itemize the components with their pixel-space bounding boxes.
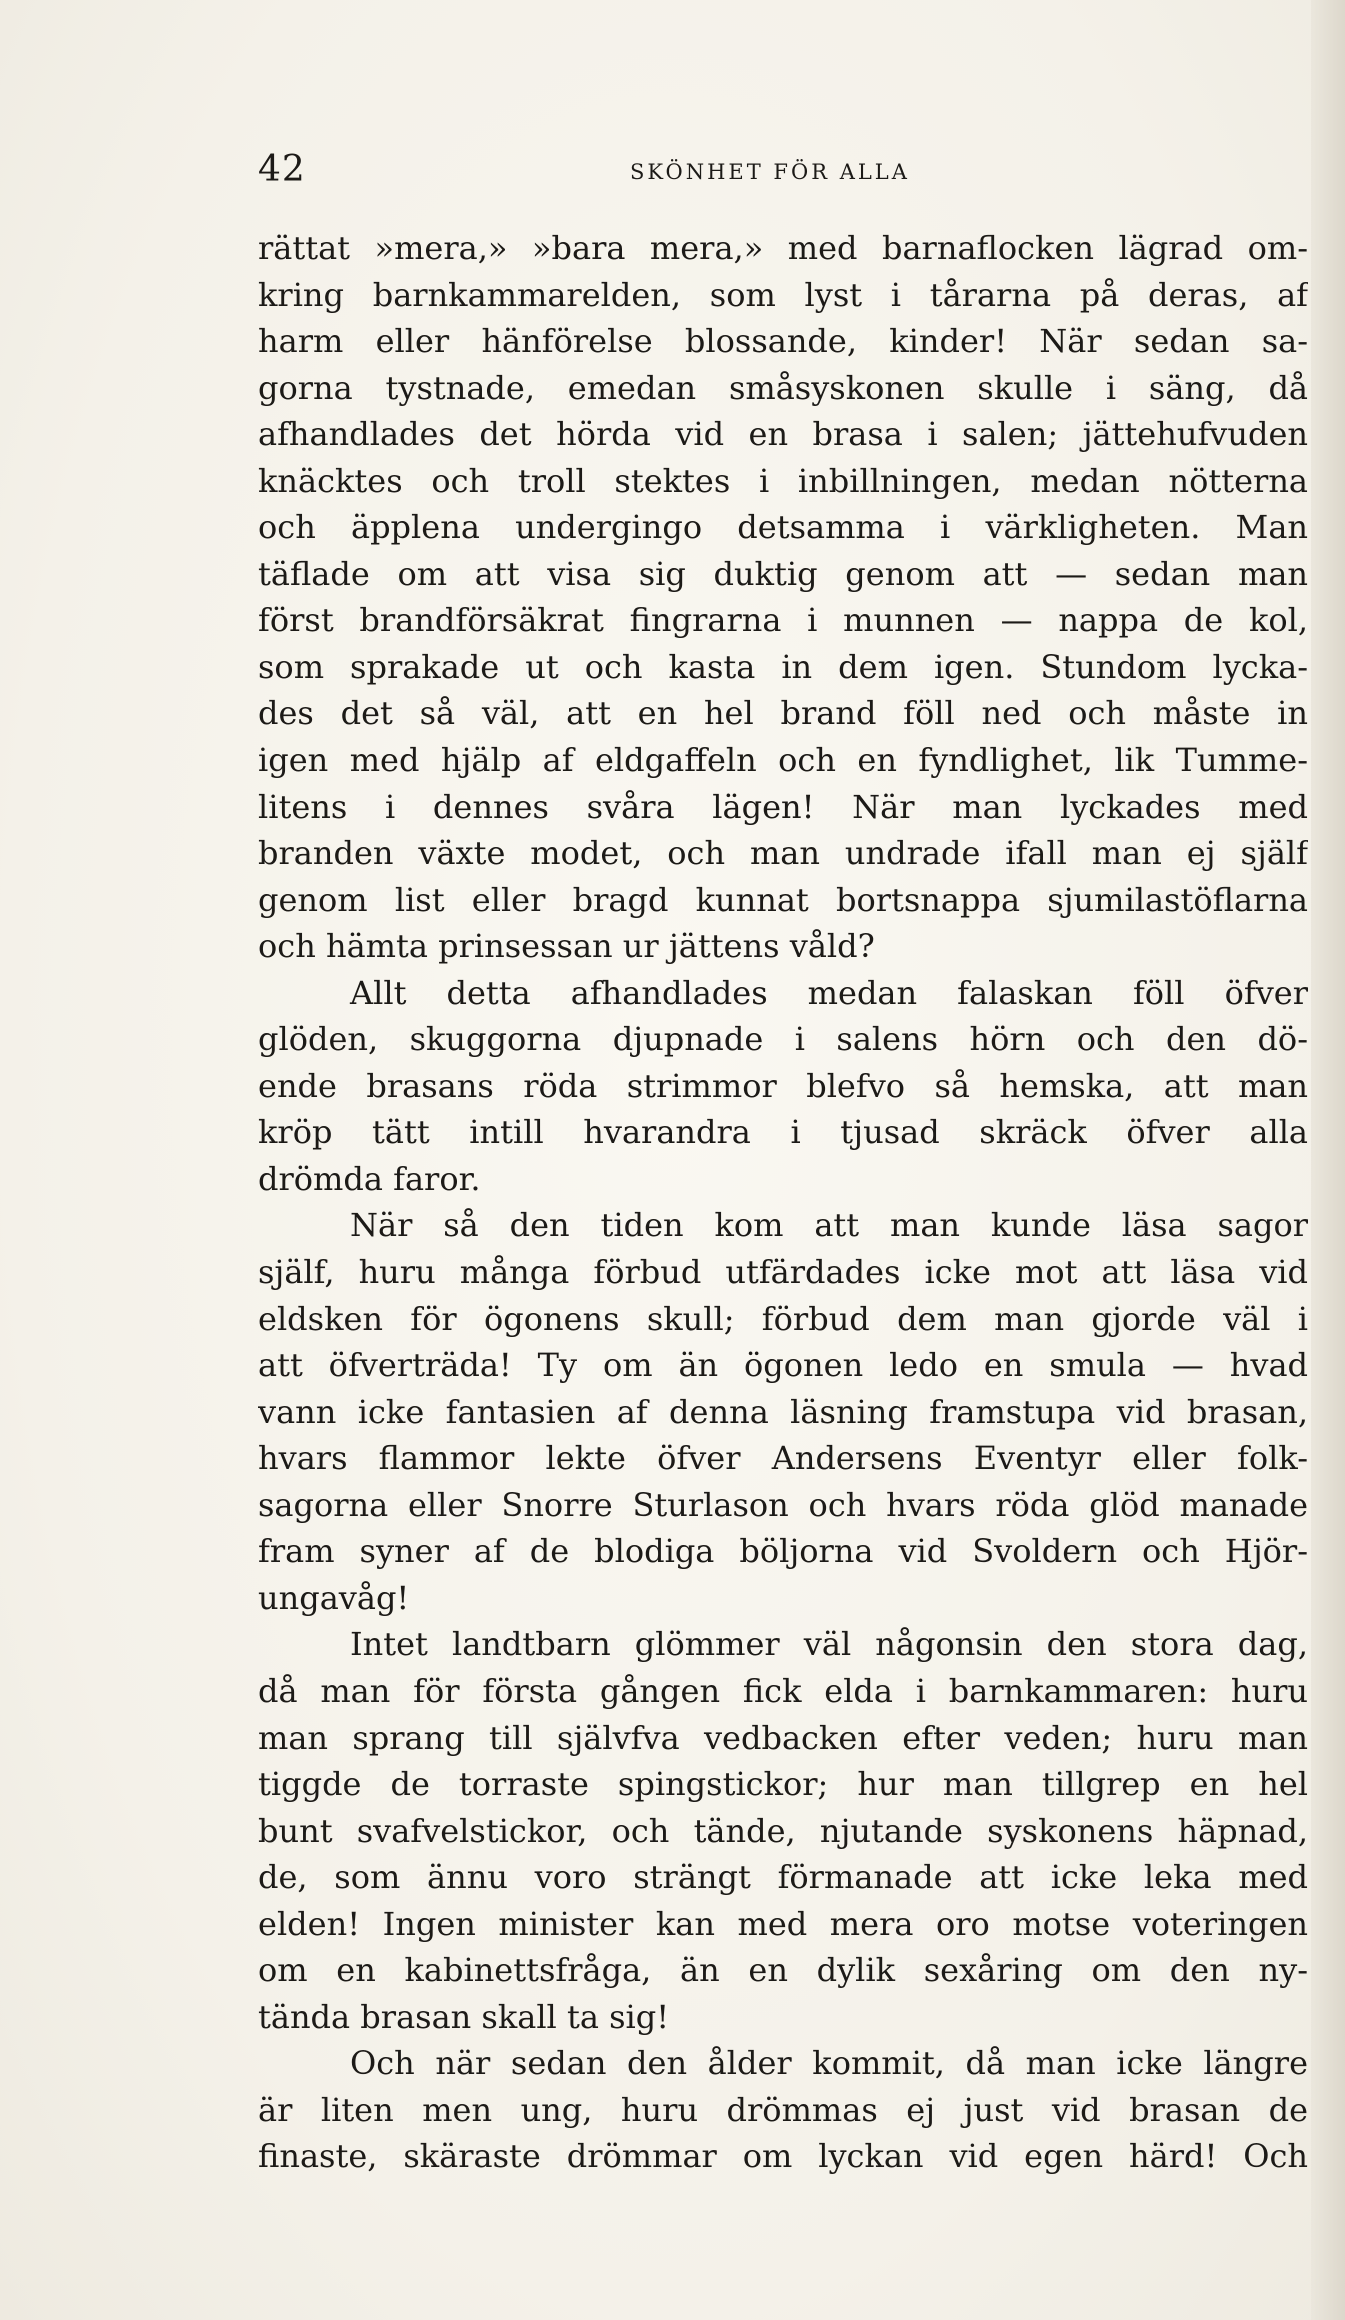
- text-line: och äpplena undergingo detsamma i värkligheten. Man: [258, 508, 1308, 547]
- text-line: ungavåg!: [258, 1578, 410, 1617]
- text-line: hvars flammor lekte öfver Andersens Eventyr eller folk-: [258, 1439, 1308, 1478]
- running-head: SKÖNHET FÖR ALLA: [630, 160, 910, 184]
- text-line: Intet landtbarn glömmer väl någonsin den stora dag,: [350, 1625, 1308, 1664]
- text-line: och hämta prinsessan ur jättens våld?: [258, 927, 875, 966]
- text-line: branden växte modet, och man undrade ifall man ej själf: [258, 834, 1308, 873]
- text-line: täflade om att visa sig duktig genom att — sedan man: [258, 554, 1308, 593]
- text-line: glöden, skuggorna djupnade i salens hörn och den dö-: [258, 1020, 1308, 1059]
- text-line: att öfverträda! Ty om än ögonen ledo en smula — hvad: [258, 1346, 1308, 1385]
- page-edge: [1311, 0, 1345, 2320]
- text-line: om en kabinettsfråga, än en dylik sexåring om den ny-: [258, 1951, 1308, 1990]
- text-line: des det så väl, att en hel brand föll ned och måste in: [258, 694, 1308, 733]
- text-line: de, som ännu voro strängt förmanade att icke leka med: [258, 1858, 1308, 1897]
- text-line: Allt detta afhandlades medan falaskan föll öfver: [350, 973, 1308, 1012]
- text-line: afhandlades det hörda vid en brasa i salen; jättehufvuden: [258, 415, 1308, 454]
- text-line: genom list eller bragd kunnat bortsnappa sjumilastöflarna: [258, 880, 1308, 919]
- text-line: tiggde de torraste spingstickor; hur man tillgrep en hel: [258, 1765, 1308, 1804]
- text-line: fram syner af de blodiga böljorna vid Svoldern och Hjör-: [258, 1532, 1308, 1571]
- text-line: knäcktes och troll stektes i inbillningen, medan nötterna: [258, 461, 1308, 500]
- text-line: då man för första gången fick elda i barnkammaren: huru: [258, 1671, 1308, 1710]
- text-line: som sprakade ut och kasta in dem igen. Stundom lycka-: [258, 647, 1308, 686]
- page-header: [258, 150, 1288, 190]
- text-line: bunt svafvelstickor, och tände, njutande syskonens häpnad,: [258, 1811, 1308, 1850]
- text-line: kröp tätt intill hvarandra i tjusad skräck öfver alla: [258, 1113, 1308, 1152]
- text-line: finaste, skäraste drömmar om lyckan vid egen härd! Och: [258, 2137, 1308, 2176]
- text-line: litens i dennes svåra lägen! När man lyckades med: [258, 787, 1308, 826]
- text-line: igen med hjälp af eldgaffeln och en fyndlighet, lik Tumme-: [258, 741, 1308, 780]
- text-line: är liten men ung, huru drömmas ej just vid brasan de: [258, 2090, 1308, 2129]
- page-number: 42: [258, 149, 306, 190]
- text-line: vann icke fantasien af denna läsning framstupa vid brasan,: [258, 1392, 1308, 1431]
- text-line: kring barnkammarelden, som lyst i tårarna på deras, af: [258, 275, 1308, 314]
- text-line: drömda faror.: [258, 1159, 481, 1198]
- text-line: man sprang till självfva vedbacken efter veden; huru man: [258, 1718, 1308, 1757]
- text-line: harm eller hänförelse blossande, kinder! När sedan sa-: [258, 322, 1308, 361]
- text-line: eldsken för ögonens skull; förbud dem man gjorde väl i: [258, 1299, 1308, 1338]
- text-line: elden! Ingen minister kan med mera oro motse voteringen: [258, 1904, 1308, 1943]
- text-line: ende brasans röda strimmor blefvo så hemska, att man: [258, 1066, 1308, 1105]
- text-line: gorna tystnade, emedan småsyskonen skulle i säng, då: [258, 368, 1308, 407]
- text-line: först brandförsäkrat fingrarna i munnen — nappa de kol,: [258, 601, 1308, 640]
- text-line: Och när sedan den ålder kommit, då man icke längre: [350, 2044, 1308, 2083]
- text-line: själf, huru många förbud utfärdades icke mot att läsa vid: [258, 1253, 1308, 1292]
- body-text: [258, 225, 1308, 2180]
- text-line: sagorna eller Snorre Sturlason och hvars röda glöd manade: [258, 1485, 1308, 1524]
- text-line: tända brasan skall ta sig!: [258, 1997, 670, 2036]
- text-line: När så den tiden kom att man kunde läsa sagor: [350, 1206, 1308, 1245]
- text-line: rättat »mera,» »bara mera,» med barnaflocken lägrad om-: [258, 229, 1308, 267]
